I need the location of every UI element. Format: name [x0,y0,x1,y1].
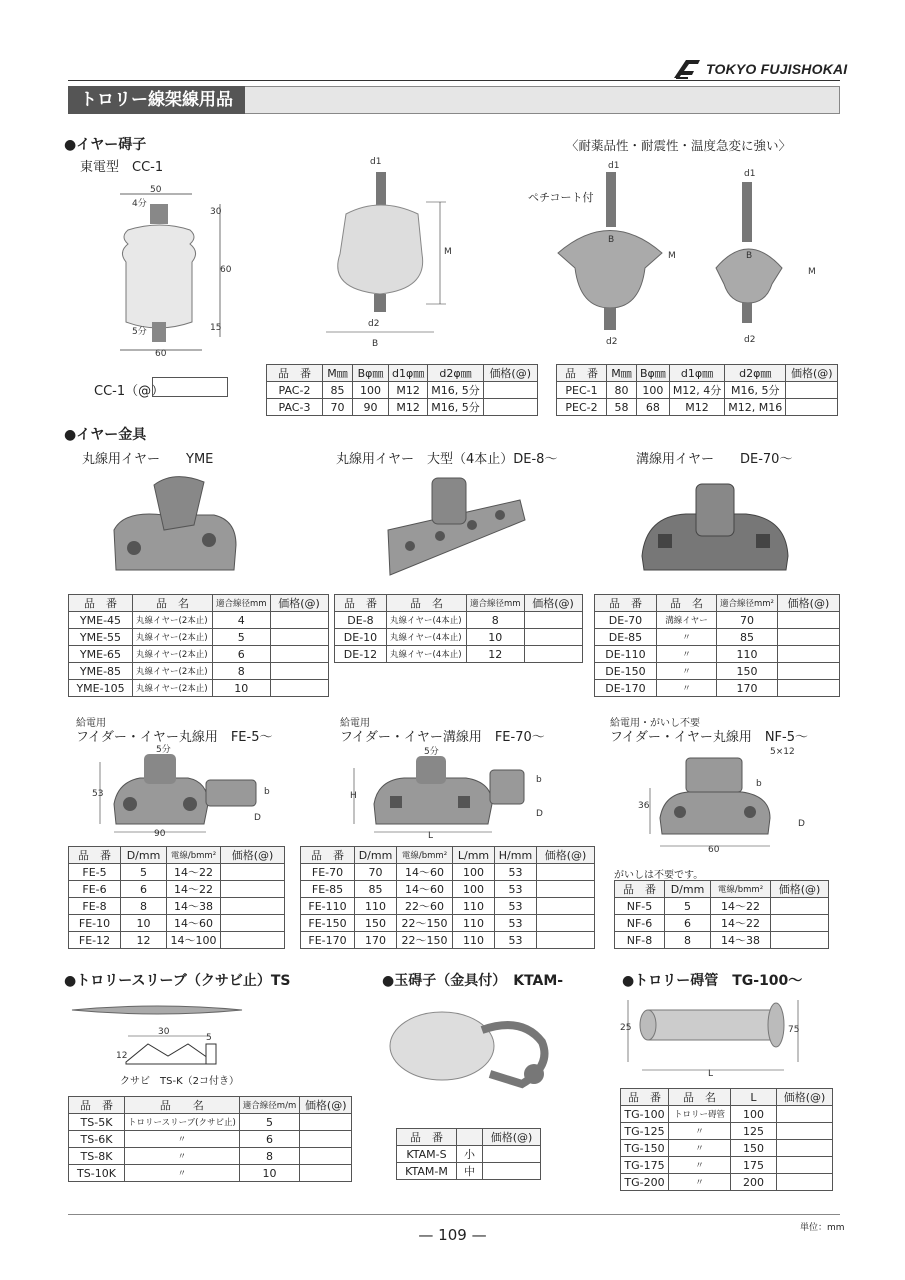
table-row: TS-10K 〃 10 [69,1165,352,1182]
tg-tube-diagram [618,996,808,1078]
col-header: Bφ㎜ [637,365,670,382]
table-row: FE-170 170 22〜150 110 53 [301,932,595,949]
col-header: 適合線径mm² [717,595,778,612]
col-header: d1φ㎜ [669,365,724,382]
table-header-row [621,1089,833,1106]
nf5-subtitle: フイダー・イヤー丸線用 NF-5〜 [610,730,808,745]
col-header: D/mm [665,881,711,898]
ts-dim-5: 5 [206,1033,212,1043]
fe5-dim-b: b [264,787,270,797]
col-header: L [731,1089,777,1106]
table-header-row [595,595,840,612]
col-header: M㎜ [607,365,637,382]
pac-dim-d1: d1 [370,157,382,167]
dim-15: 15 [210,323,222,333]
fe70-dim-D: D [536,809,543,819]
col-header: 品 名 [125,1097,240,1114]
col-header: 適合線径m/m [239,1097,299,1114]
dim-60-horizontal: 60 [155,349,167,357]
tg-dim-75: 75 [788,1025,800,1035]
nf-spec-table [614,880,829,949]
fe70-dim-b: b [536,775,542,785]
table-row: KTAM-M 中 [397,1163,541,1180]
col-header: 価格(@) [221,847,285,864]
yme-fitting-photo [104,470,244,580]
section-ear-fitting-heading: ●イヤー金具 [64,427,147,443]
table-row: DE-170 〃 170 [595,680,840,697]
col-header: 品 名 [657,595,717,612]
col-header: 電線/bmm² [711,881,771,898]
property-note: 〈耐薬品性・耐震性・温度急変に強い〉 [566,138,792,153]
pac-dim-b: B [372,339,379,349]
fe70-dim-H: H [350,791,357,801]
pec2-dim-d2: d2 [744,335,756,345]
ktam-ball-insulator-photo [382,996,562,1106]
table-row: DE-8 丸線イヤー(4本止) 8 [335,612,583,629]
fe70-spec-table [300,846,595,949]
fe5-dim-90: 90 [154,829,166,838]
table-row: TG-200 〃 200 [621,1174,833,1191]
col-header: 品 番 [69,1097,125,1114]
col-header: 品 番 [301,847,355,864]
table-row: FE-150 150 22〜150 110 53 [301,915,595,932]
col-header: Bφ㎜ [353,365,389,382]
pec1-dim-b: B [608,235,615,245]
cc1-price-label: CC-1（@） [94,384,165,399]
col-header: 価格(@) [786,365,838,382]
table-row: YME-105 丸線イヤー(2本止) 10 [69,680,329,697]
table-row: FE-5 5 14〜22 [69,864,285,881]
nf5-dim-60: 60 [708,845,720,854]
fe5-dim-5bu: 5分 [156,745,171,755]
nf5-dim-b: b [756,779,762,789]
table-header-row [69,1097,352,1114]
table-row: TS-5K トロリースリーブ(クサビ止) 5 [69,1114,352,1131]
table-row: YME-55 丸線イヤー(2本止) 5 [69,629,329,646]
table-row: DE-70 溝線イヤー 70 [595,612,840,629]
table-row: YME-85 丸線イヤー(2本止) 8 [69,663,329,680]
brand-name: TOKYO FUJISHOKAI [706,61,848,77]
table-row: PAC-2 85 100 M12 M16, 5分 [267,382,538,399]
table-header-row [557,365,838,382]
cc1-insulator-diagram [110,182,240,357]
table-row: DE-10 丸線イヤー(4本止) 10 [335,629,583,646]
dim-50: 50 [150,185,162,195]
col-header: 品 番 [615,881,665,898]
table-header-row [69,847,285,864]
col-header: M㎜ [323,365,353,382]
header-rule [68,80,840,81]
ktam-spec-table [396,1128,541,1180]
col-header: 電線/bmm² [397,847,453,864]
nf5-dim-36: 36 [638,801,650,811]
table-row: DE-85 〃 85 [595,629,840,646]
de8-spec-table [334,594,583,663]
table-row: DE-110 〃 110 [595,646,840,663]
col-header: 品 名 [387,595,467,612]
table-row: FE-110 110 22〜60 110 53 [301,898,595,915]
table-header-row [615,881,829,898]
dim-30: 30 [210,207,222,217]
fe70-dim-5bu: 5分 [424,747,439,757]
table-row: TS-8K 〃 8 [69,1148,352,1165]
dim-4bu: 4分 [132,199,147,209]
col-header: D/mm [355,847,397,864]
table-header-row [301,847,595,864]
col-header: 価格(@) [270,595,328,612]
fe5-dim-D: D [254,813,261,823]
cc1-price-field [152,377,228,397]
pac-dim-d2: d2 [368,319,380,329]
unit-note: 単位：mm [800,1223,845,1233]
de8-fitting-photo [380,470,530,580]
footer-rule [68,1214,840,1215]
yme-spec-table [68,594,329,697]
col-header: 品 番 [69,595,133,612]
col-header: 品 番 [557,365,607,382]
table-row: TG-175 〃 175 [621,1157,833,1174]
table-row: TG-100 トロリー碍管 100 [621,1106,833,1123]
fe70-subtitle: フイダー・イヤー溝線用 FE-70〜 [340,730,545,745]
section-trolley-sleeve-heading: ●トロリースリーブ（クサビ止）TS [64,973,291,989]
table-row: FE-10 10 14〜60 [69,915,285,932]
nf5-dim-D: D [798,819,805,829]
fe5-spec-table [68,846,285,949]
nf5-feeder-ear-diagram [630,744,820,854]
col-header: 価格(@) [524,595,582,612]
col-header: 適合線径mm [213,595,271,612]
col-header: 電線/bmm² [167,847,221,864]
pec2-insulator-diagram [708,168,828,348]
col-header: 品 番 [335,595,387,612]
section-ball-insulator-heading: ●玉碍子（金具付） KTAM- [382,973,564,989]
col-header: d2φ㎜ [725,365,786,382]
de8-subtitle: 丸線用イヤー 大型（4本止）DE-8〜 [336,452,558,467]
table-row: DE-150 〃 150 [595,663,840,680]
fujishokai-logo-icon [672,58,702,80]
table-header-row [397,1129,541,1146]
nf-insulator-note: がいしは不要です。 [614,870,704,881]
table-row: TS-6K 〃 6 [69,1131,352,1148]
table-row: YME-45 丸線イヤー(2本止) 4 [69,612,329,629]
pac-spec-table [266,364,538,416]
ts-dim-12: 12 [116,1051,128,1061]
table-header-row [335,595,583,612]
table-row: PEC-2 58 68 M12 M12, M16 [557,399,838,416]
ts-spec-table [68,1096,352,1182]
table-row: FE-6 6 14〜22 [69,881,285,898]
col-header: 価格(@) [300,1097,352,1114]
col-header: 品 名 [669,1089,731,1106]
nf5-dim-5x12: 5×12 [770,747,795,757]
table-header-row [69,595,329,612]
table-header-row [267,365,538,382]
col-header: 価格(@) [483,365,537,382]
de70-fitting-photo [636,476,796,576]
pec1-dim-m: M [668,251,676,261]
col-header: L/mm [453,847,495,864]
pec1-dim-d1: d1 [608,161,620,171]
tg-spec-table [620,1088,833,1191]
table-row: FE-12 12 14〜100 [69,932,285,949]
col-header: 品 名 [133,595,213,612]
tg-dim-25: 25 [620,1023,632,1033]
pechicoat-label: ペチコート付 [528,191,594,204]
page-title: トロリー線架線用品 [68,86,245,114]
table-row: FE-85 85 14〜60 100 53 [301,881,595,898]
col-header: d1φ㎜ [389,365,428,382]
ts-wedge-caption: クサビ TS-K（2コ付き） [120,1076,239,1087]
page-number: — 109 — [418,1226,487,1244]
fe70-dim-L: L [428,831,434,840]
pac-insulator-diagram [318,154,468,354]
col-header: D/mm [121,847,167,864]
de70-subtitle: 溝線用イヤー DE-70〜 [636,452,793,467]
table-row: NF-5 5 14〜22 [615,898,829,915]
cc1-subtitle: 東電型 CC-1 [80,160,164,175]
table-row: KTAM-S 小 [397,1146,541,1163]
pec2-dim-d1: d1 [744,169,756,179]
col-header: d2φ㎜ [428,365,483,382]
dim-5bu: 5分 [132,327,147,337]
col-header: 価格(@) [537,847,595,864]
dim-60-vertical: 60 [220,265,232,275]
yme-subtitle: 丸線用イヤー YME [82,452,214,467]
table-row: YME-65 丸線イヤー(2本止) 6 [69,646,329,663]
pec2-dim-m: M [808,267,816,277]
table-row: NF-8 8 14〜38 [615,932,829,949]
section-ear-insulator-heading: ●イヤー碍子 [64,137,147,153]
de70-spec-table [594,594,840,697]
col-header [457,1129,483,1146]
fe70-feeder-ear-diagram [346,744,556,840]
pac-dim-m: M [444,247,452,257]
col-header: 品 番 [69,847,121,864]
fe5-subtitle: フイダー・イヤー丸線用 FE-5〜 [76,730,273,745]
col-header: H/mm [495,847,537,864]
col-header: 品 番 [397,1129,457,1146]
table-row: TG-125 〃 125 [621,1123,833,1140]
pec2-dim-b: B [746,251,753,261]
table-row: TG-150 〃 150 [621,1140,833,1157]
nf5-prefix: 給電用・がいし不要 [610,718,700,729]
ts-dim-30: 30 [158,1027,170,1037]
brand-logo [672,58,847,80]
fe5-prefix: 給電用 [76,718,106,729]
col-header: 価格(@) [771,881,829,898]
table-row: PEC-1 80 100 M12, 4分 M16, 5分 [557,382,838,399]
col-header: 品 番 [595,595,657,612]
col-header: 品 番 [621,1089,669,1106]
fe70-prefix: 給電用 [340,718,370,729]
pec1-insulator-diagram [550,158,690,348]
pec-spec-table [556,364,838,416]
fe5-dim-53: 53 [92,789,104,799]
col-header: 価格(@) [777,595,839,612]
table-row: DE-12 丸線イヤー(4本止) 12 [335,646,583,663]
col-header: 品 番 [267,365,323,382]
pec1-dim-d2: d2 [606,337,618,347]
table-row: FE-8 8 14〜38 [69,898,285,915]
tg-dim-L: L [708,1069,714,1078]
fe5-feeder-ear-diagram [92,744,282,838]
table-row: PAC-3 70 90 M12 M16, 5分 [267,399,538,416]
section-trolley-tube-heading: ●トロリー碍管 TG-100〜 [622,973,803,989]
col-header: 適合線径mm [467,595,525,612]
table-row: NF-6 6 14〜22 [615,915,829,932]
col-header: 価格(@) [483,1129,541,1146]
table-row: FE-70 70 14〜60 100 53 [301,864,595,881]
col-header: 価格(@) [777,1089,833,1106]
